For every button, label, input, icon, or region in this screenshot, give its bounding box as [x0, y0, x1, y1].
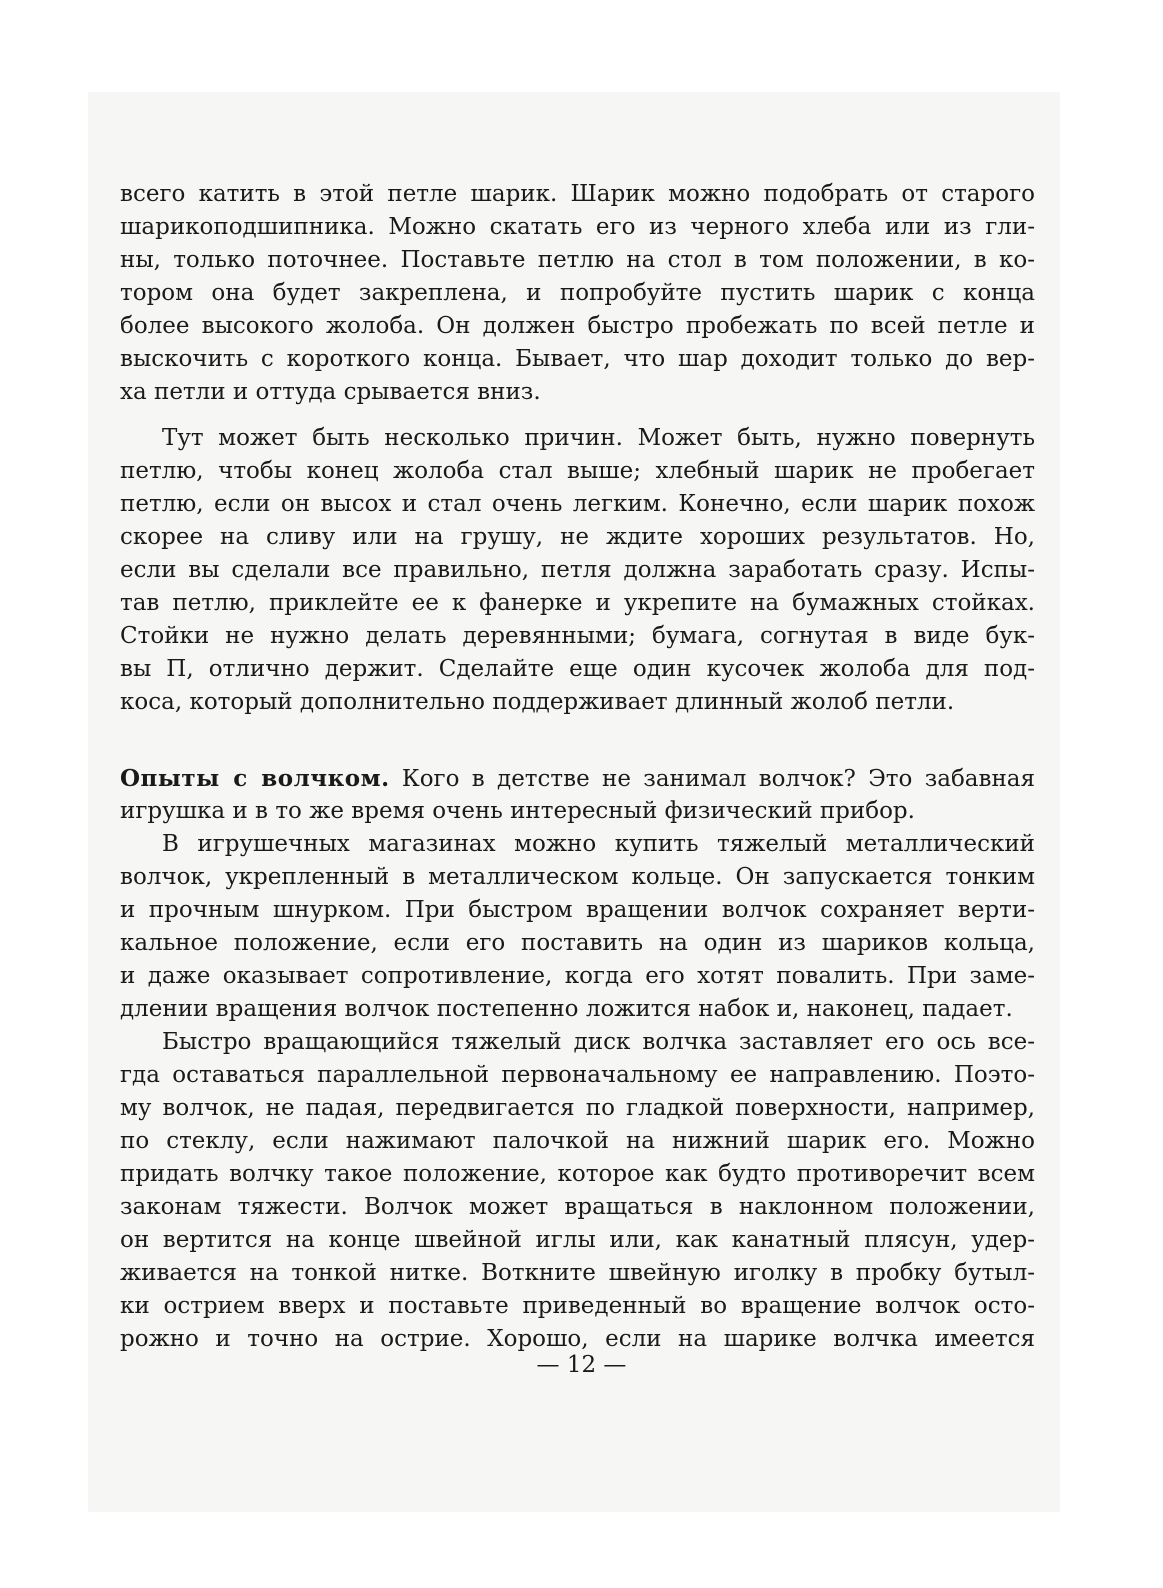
- text-line: ха петли и оттуда срывается вниз.: [120, 379, 541, 405]
- text-line: более высокого жолоба. Он должен быстро пробежать по всей петле и: [120, 313, 1035, 339]
- text-line: ки острием вверх и поставьте приведенный во вращение волчок осто-: [120, 1293, 1035, 1319]
- text-line: Быстро вращающийся тяжелый диск волчка заставляет его ось все-: [162, 1029, 1035, 1055]
- text-line: му волчок, не падая, передвигается по гладкой поверхности, например,: [120, 1095, 1035, 1121]
- text-line: законам тяжести. Волчок может вращаться в наклонном положении,: [120, 1194, 1035, 1220]
- text-line: длении вращения волчок постепенно ложится набок и, наконец, падает.: [120, 996, 1013, 1022]
- text-line: кальное положение, если его поставить на один из шариков кольца,: [120, 930, 1035, 956]
- text-line: игрушка и в то же время очень интересный физический прибор.: [120, 798, 915, 824]
- text-line: если вы сделали все правильно, петля должна заработать сразу. Испы-: [120, 557, 1035, 583]
- text-line: и прочным шнурком. При быстром вращении волчок сохраняет верти-: [120, 897, 1035, 923]
- page-number: — 12 —: [536, 1352, 627, 1378]
- text-line: по стеклу, если нажимают палочкой на нижний шарик его. Можно: [120, 1128, 1035, 1154]
- text-line: Стойки не нужно делать деревянными; бумага, согнутая в виде бук-: [120, 623, 1035, 649]
- text-line: гда оставаться параллельной первоначальному ее направлению. Поэто-: [120, 1062, 1035, 1088]
- text-line: петлю, если он высох и стал очень легким. Конечно, если шарик похож: [120, 491, 1035, 517]
- section-first-line-text: Кого в детстве не занимал волчок? Это забавная: [401, 766, 1035, 792]
- section-spinning-top: [120, 762, 1035, 1356]
- text-line: коса, который дополнительно поддерживает длинный жолоб петли.: [120, 689, 955, 715]
- text-line: живается на тонкой нитке. Воткните швейную иголку в пробку бутыл-: [120, 1260, 1035, 1286]
- paragraph-troubleshooting: [120, 422, 1035, 719]
- text-line: петлю, чтобы конец жолоба стал выше; хлебный шарик не пробегает: [120, 458, 1035, 484]
- paragraph-continuation: [120, 178, 1035, 409]
- text-line: всего катить в этой петле шарик. Шарик можно подобрать от старого: [120, 181, 1035, 207]
- text-line: выскочить с короткого конца. Бывает, что шар доходит только до вер-: [120, 346, 1035, 372]
- text-line: рожно и точно на острие. Хорошо, если на шарике волчка имеется: [120, 1326, 1035, 1352]
- text-line: Тут может быть несколько причин. Может быть, нужно повернуть: [162, 425, 1035, 451]
- text-line: В игрушечных магазинах можно купить тяжелый металлический: [162, 831, 1035, 857]
- text-line: тором она будет закреплена, и попробуйте пустить шарик с конца: [120, 280, 1035, 306]
- text-line: скорее на сливу или на грушу, не ждите хороших результатов. Но,: [120, 524, 1035, 550]
- text-line: и даже оказывает сопротивление, когда его хотят повалить. При заме-: [120, 963, 1035, 989]
- text-line: шарикоподшипника. Можно скатать его из черного хлеба или из гли-: [120, 214, 1035, 240]
- text-line: ны, только поточнее. Поставьте петлю на стол в том положении, в ко-: [120, 247, 1035, 273]
- text-line: придать волчку такое положение, которое как будто противоречит всем: [120, 1161, 1035, 1187]
- section-first-line: [120, 762, 1035, 795]
- section-heading: Опыты с волчком.: [120, 765, 390, 792]
- text-line: он вертится на конце швейной иглы или, как канатный плясун, удер-: [120, 1227, 1035, 1253]
- text-line: вы П, отлично держит. Сделайте еще один кусочек жолоба для под-: [120, 656, 1035, 682]
- text-line: тав петлю, приклейте ее к фанерке и укрепите на бумажных стойках.: [120, 590, 1035, 616]
- text-line: волчок, укрепленный в металлическом кольце. Он запускается тонким: [120, 864, 1035, 890]
